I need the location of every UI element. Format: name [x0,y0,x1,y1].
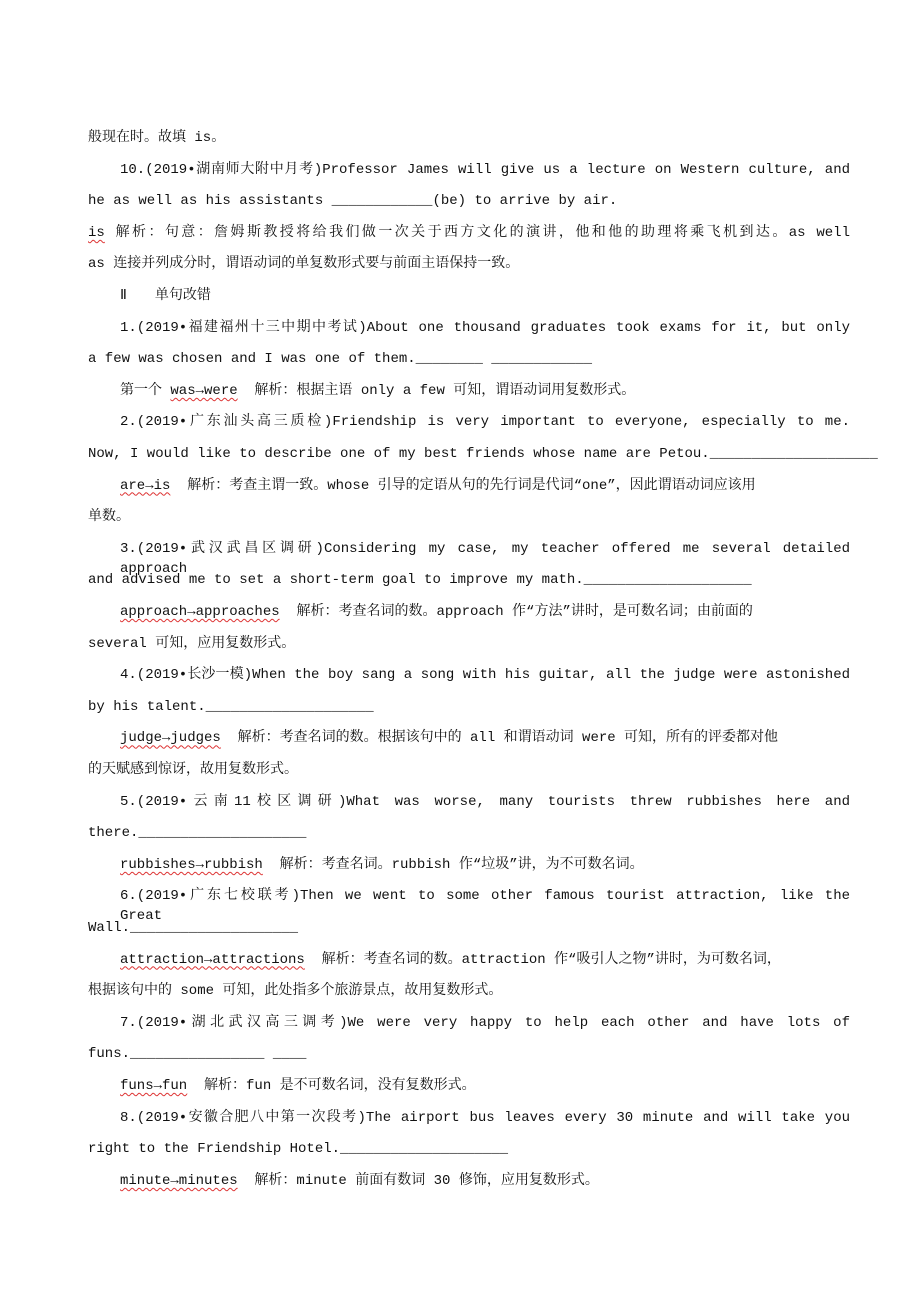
text-line [88,918,850,938]
line-text: 7.(2019•湖北武汉高三调考)We were very happy to help each other and have lots of [120,1014,850,1031]
answer-line [120,476,850,496]
answer-line [120,855,850,875]
line-text: 的天赋感到惊讶，故用复数形式。 [88,762,298,778]
line-text: 解析：minute 前面有数词 30 修饰，应用复数形式。 [237,1172,599,1189]
line-text: funs.________________ ____ [88,1046,307,1063]
line-text: 8.(2019•安徽合肥八中第一次段考)The airport bus leaves every 30 minute and will take you [120,1109,850,1126]
line-text: 5.(2019•云南11校区调研)What was worse, many tourists threw rubbishes here and [120,793,850,810]
answer-line [120,728,850,748]
text-line [88,507,850,527]
line-text: 根据该句中的 some 可知，此处指多个旅游景点，故用复数形式。 [88,983,503,1000]
answer-line [120,602,850,622]
answer-correction: approach→approaches [120,604,280,620]
answer-line [120,1171,850,1191]
text-line [120,318,850,338]
text-line [120,1108,850,1128]
line-text: 解析：考查名词的数。根据该句中的 all 和谓语动词 were 可知，所有的评委都对他 [220,730,779,747]
line-text: right to the Friendship Hotel.____________________ [88,1141,509,1158]
line-text: Ⅱ 单句改错 [120,288,211,304]
answer-line [120,950,850,970]
line-text: 1.(2019•福建福州十三中期中考试)About one thousand graduates took exams for it, but only [120,319,850,336]
text-line [88,697,850,717]
text-line [88,823,850,843]
answer-correction: judge→judges [120,730,221,747]
line-text: 2.(2019•广东汕头高三质检)Friendship is very important to everyone, especially to me. [120,414,850,431]
answer-correction: attraction→attractions [120,951,305,968]
line-text: 解析：句意：詹姆斯教授将给我们做一次关于西方文化的演讲，他和他的助理将乘飞机到达。as well [104,224,850,241]
answer-correction: was→were [170,382,238,399]
text-line [88,128,850,148]
line-text: several 可知，应用复数形式。 [88,635,296,652]
answer-correction: rubbishes→rubbish [120,856,263,873]
text-line [88,1044,850,1064]
line-text: 单数。 [88,509,130,526]
text-line [120,286,850,306]
line-text: 解析：考查名词的数。approach 作“方法”讲时，是可数名词；由前面的 [279,604,753,620]
text-line [88,349,850,369]
line-text: 解析：考查名词的数。attraction 作“吸引人之物”讲时，为可数名词， [304,951,781,968]
text-line [88,254,850,274]
line-text: 解析：考查主谓一致。whose 引导的定语从句的先行词是代词“one”，因此谓语动词应该用 [170,477,756,494]
text-line [120,665,850,685]
line-text: Now, I would like to describe one of my best friends whose name are Petou.____________________ [88,446,878,462]
line-text: there.____________________ [88,825,307,842]
line-text: 6.(2019•广东七校联考)Then we went to some other famous tourist attraction, like the Great [120,888,850,925]
line-text: a few was chosen and I was one of them.________ ____________ [88,351,593,368]
text-line [88,570,850,590]
line-text: and advised me to set a short-term goal to improve my math.____________________ [88,572,752,589]
text-line [120,412,850,432]
text-line [120,1013,850,1033]
text-line [88,444,878,464]
text-line [88,981,850,1001]
text-line [88,1139,850,1159]
line-text: 10.(2019•湖南师大附中月考)Professor James will give us a lecture on Western culture, and [120,161,850,178]
answer-correction: is [88,224,105,241]
text-line [88,634,850,654]
line-text: 解析：考查名词。rubbish 作“垃圾”讲，为不可数名词。 [262,856,644,873]
text-line [88,191,850,211]
line-text: Wall.____________________ [88,920,299,936]
answer-line [120,1076,850,1096]
answer-line [120,381,850,401]
text-line [120,792,850,812]
line-text: 3.(2019•武汉武昌区调研)Considering my case, my teacher offered me several detailed approach [120,540,850,577]
line-text: 解析：根据主语 only a few 可知，谓语动词用复数形式。 [237,382,636,399]
answer-correction: minute→minutes [120,1172,238,1189]
answer-prefix: 第一个 [120,382,171,399]
line-text: 般现在时。故填 is。 [88,130,226,146]
answer-correction: are→is [120,477,171,494]
line-text: he as well as his assistants ____________(be) to arrive by air. [88,193,618,210]
line-text: 4.(2019•长沙一模)When the boy sang a song with his guitar, all the judge were astonished [120,667,850,684]
text-line [120,160,850,180]
text-line [88,760,850,780]
line-text: 解析：fun 是不可数名词，没有复数形式。 [187,1078,476,1094]
line-text: by his talent.____________________ [88,698,374,715]
answer-correction: funs→fun [120,1078,188,1094]
answer-line [88,223,850,243]
line-text: as 连接并列成分时，谓语动词的单复数形式要与前面主语保持一致。 [88,256,520,273]
